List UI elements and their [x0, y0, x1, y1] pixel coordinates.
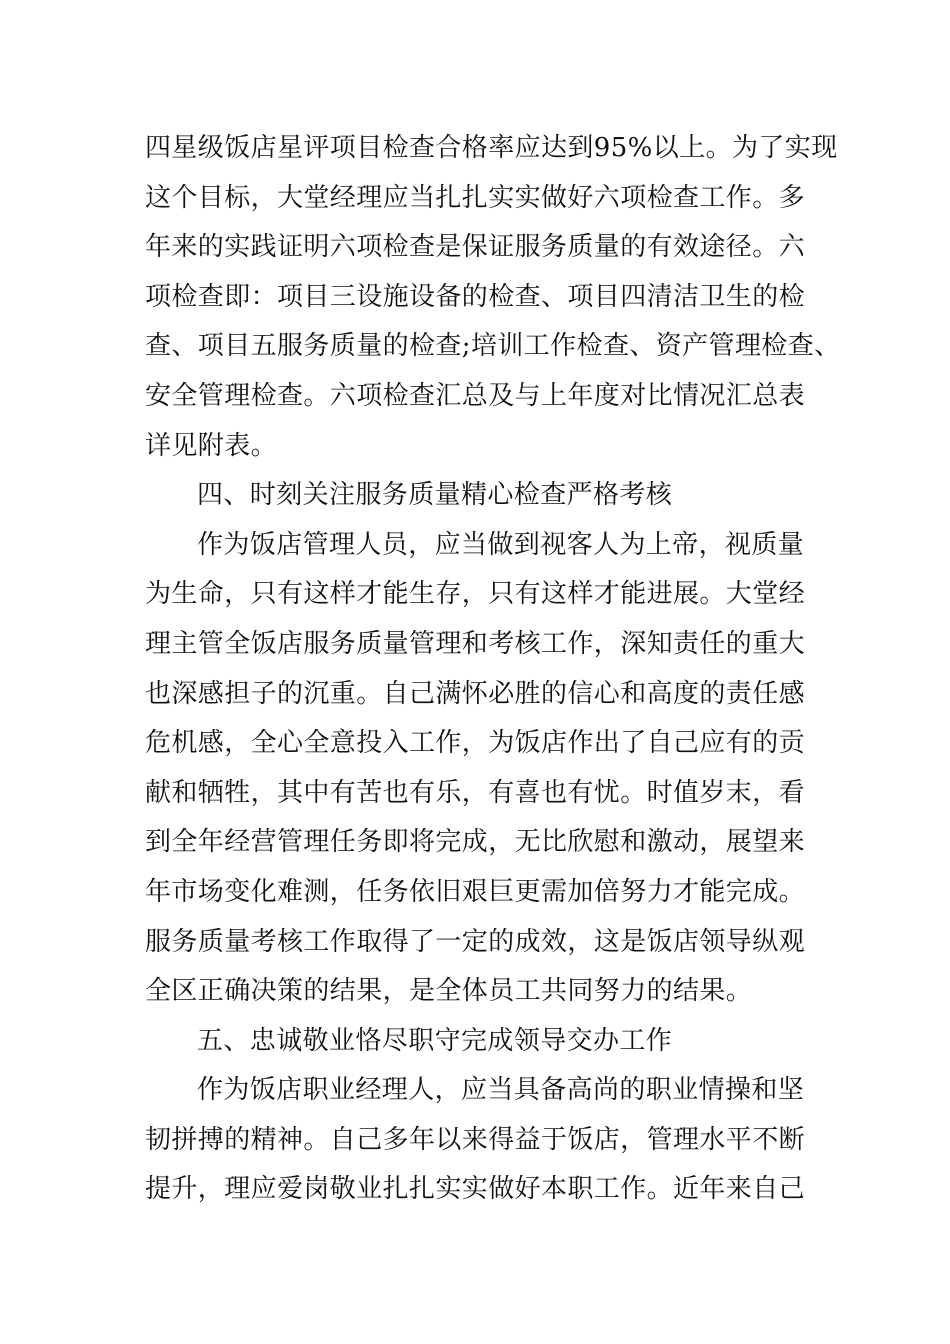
- paragraph-start-line: 作为饭店管理人员，应当做到视客人为上帝，视质量: [197, 529, 805, 560]
- text-line: 全区正确决策的结果，是全体员工共同努力的结果。: [145, 976, 753, 1007]
- text-line: 年市场变化难测，任务依旧艰巨更需加倍努力才能完成。: [145, 876, 806, 907]
- paragraph-start-line: 四、时刻关注服务质量精心检查严格考核: [197, 480, 673, 511]
- text-line: 四星级饭店星评项目检查合格率应达到95%以上。为了实现: [145, 133, 838, 163]
- paragraph-start-line: 五、忠诚敬业恪尽职守完成领导交办工作: [197, 1025, 673, 1056]
- text-line: 献和牺牲，其中有苦也有乐，有喜也有忧。时值岁末，看: [145, 777, 806, 808]
- text-line: 韧拼搏的精神。自己多年以来得益于饭店，管理水平不断: [145, 1124, 806, 1155]
- text-line: 也深感担子的沉重。自己满怀必胜的信心和高度的责任感: [145, 678, 806, 709]
- text-line: 为生命，只有这样才能生存，只有这样才能进展。大堂经: [145, 579, 806, 610]
- text-line: 危机感，全心全意投入工作，为饭店作出了自己应有的贡: [145, 728, 806, 759]
- text-line: 理主管全饭店服务质量管理和考核工作，深知责任的重大: [145, 628, 806, 659]
- text-line: 查、项目五服务质量的检查;培训工作检查、资产管理检查、: [145, 331, 841, 362]
- text-line: 项检查即：项目三设施设备的检查、项目四清洁卫生的检: [145, 281, 806, 312]
- text-line: 这个目标，大堂经理应当扎扎实实做好六项检查工作。多: [145, 182, 806, 213]
- text-line: 提升，理应爱岗敬业扎扎实实做好本职工作。近年来自己: [145, 1174, 806, 1205]
- text-line: 详见附表。: [145, 430, 278, 461]
- text-line: 年来的实践证明六项检查是保证服务质量的有效途径。六: [145, 232, 806, 263]
- document-body: [145, 124, 841, 1215]
- paragraph-start-line: 作为饭店职业经理人，应当具备高尚的职业情操和坚: [197, 1075, 805, 1106]
- text-line: 服务质量考核工作取得了一定的成效，这是饭店领导纵观: [145, 926, 806, 957]
- text-line: 安全管理检查。六项检查汇总及与上年度对比情况汇总表: [145, 380, 806, 411]
- text-line: 到全年经营管理任务即将完成，无比欣慰和激动，展望来: [145, 827, 806, 858]
